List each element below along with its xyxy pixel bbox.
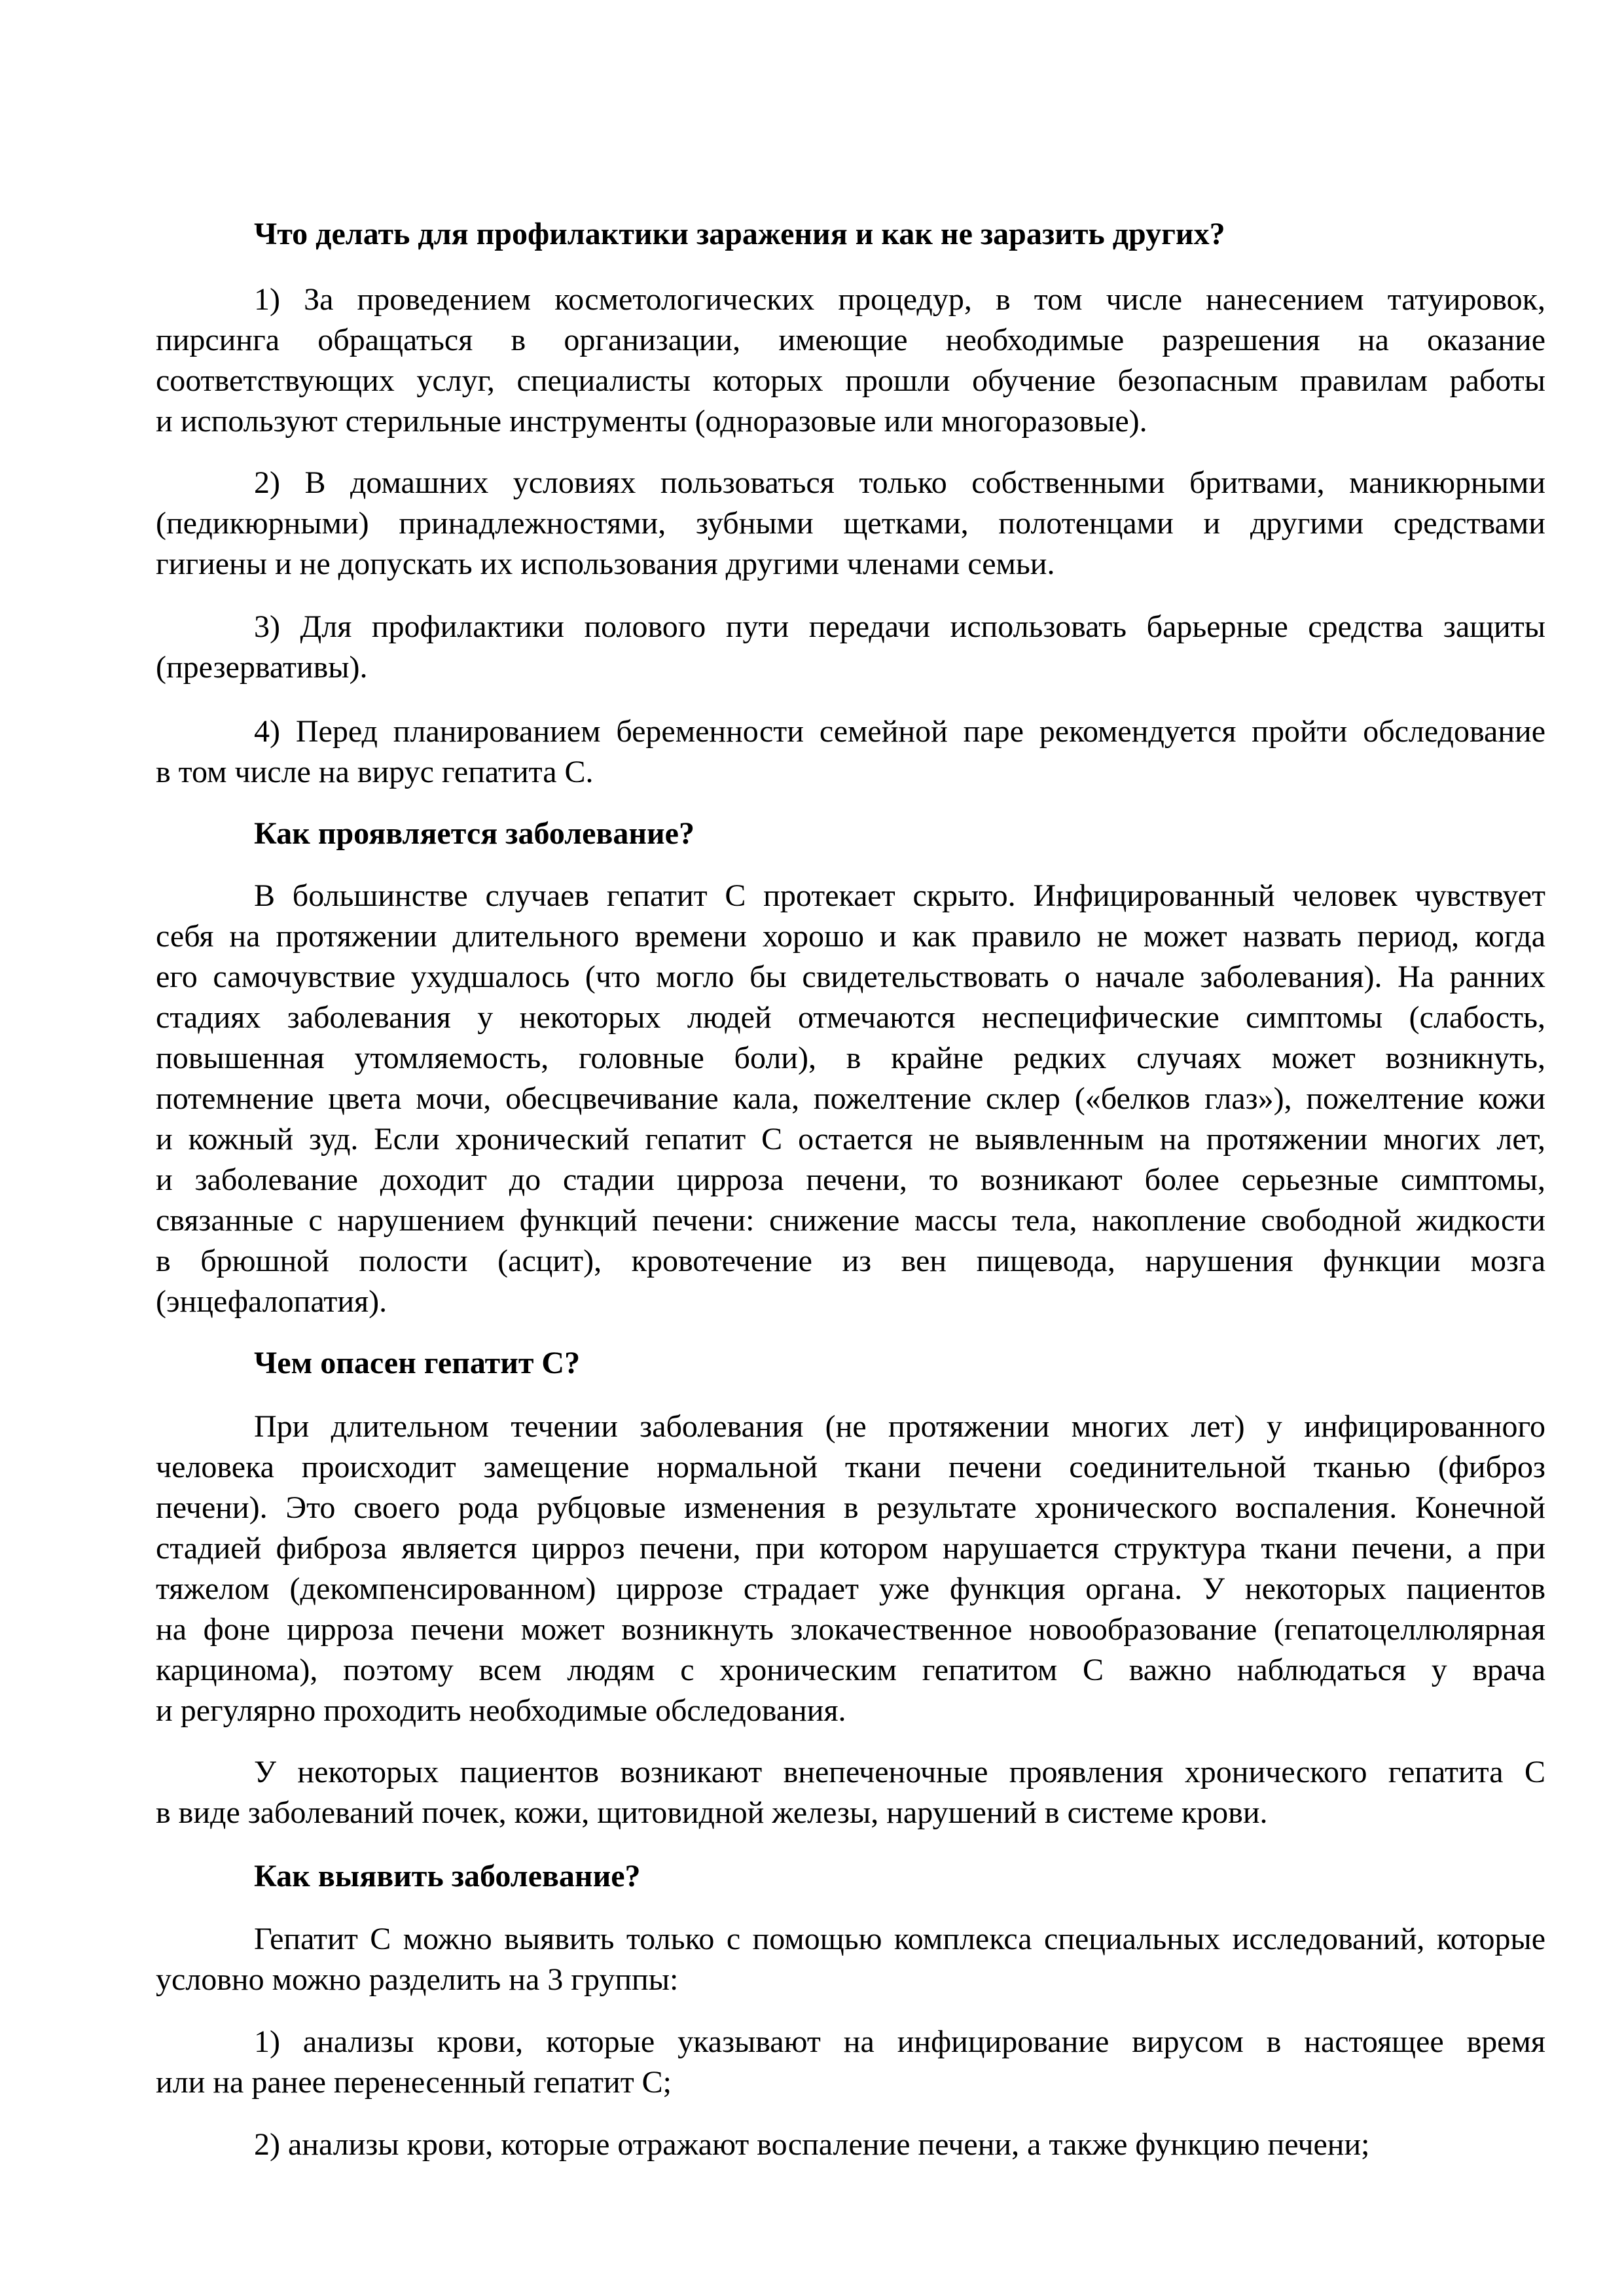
- text-line: 2) анализы крови, которые отражают воспаление печени, а также функцию печени;: [254, 2127, 1370, 2162]
- text-line: 1) За проведением косметологических процедур, в том числе нанесением татуировок,: [254, 282, 1545, 317]
- text-line: повышенная утомляемость, головные боли), в крайне редких случаях может возникнуть,: [156, 1041, 1545, 1075]
- paragraph-diagnosis-1: [156, 1919, 1545, 2000]
- text-line: пирсинга обращаться в организации, имеющие необходимые разрешения на оказание: [156, 323, 1545, 357]
- text-line: (презервативы).: [156, 650, 368, 685]
- text-line: стадиях заболевания у некоторых людей отмечаются неспецифические симптомы (слабость,: [156, 1000, 1545, 1035]
- text-line: себя на протяжении длительного времени хорошо и как правило не может назвать период, когда: [156, 919, 1545, 954]
- paragraph-prevention-1: [156, 279, 1545, 442]
- paragraph-diagnosis-3: [156, 2125, 1545, 2165]
- text-line: карцинома), поэтому всем людям с хроническим гепатитом С важно наблюдаться у врача: [156, 1653, 1545, 1687]
- text-line: 4) Перед планированием беременности семейной паре рекомендуется пройти обследование: [254, 714, 1545, 749]
- text-line: в том числе на вирус гепатита С.: [156, 755, 594, 789]
- text-line: соответствующих услуг, специалисты которых прошли обучение безопасным правилам работы: [156, 363, 1545, 398]
- paragraph-prevention-3: [156, 607, 1545, 688]
- text-line: на фоне цирроза печени может возникнуть злокачественное новообразование (гепатоцеллюлярная: [156, 1612, 1545, 1647]
- paragraph-danger-1: [156, 1407, 1545, 1731]
- text-line: В большинстве случаев гепатит С протекает скрыто. Инфицированный человек чувствует: [254, 878, 1545, 913]
- text-line: 3) Для профилактики полового пути передачи использовать барьерные средства защиты: [254, 609, 1545, 644]
- text-line: и используют стерильные инструменты (одноразовые или многоразовые).: [156, 404, 1147, 439]
- text-line: Гепатит С можно выявить только с помощью комплекса специальных исследований, которые: [254, 1922, 1545, 1956]
- text-line: гигиены и не допускать их использования другими членами семьи.: [156, 547, 1055, 581]
- paragraph-prevention-4: [156, 711, 1545, 793]
- text-line: в брюшной полости (асцит), кровотечение из вен пищевода, нарушения функции мозга: [156, 1244, 1545, 1278]
- text-line: его самочувствие ухудшалось (что могло бы свидетельствовать о начале заболевания). На ранних: [156, 960, 1545, 994]
- text-line: связанные с нарушением функций печени: снижение массы тела, накопление свободной жидкости: [156, 1203, 1545, 1238]
- text-line: потемнение цвета мочи, обесцвечивание кала, пожелтение склер («белков глаз»), пожелтение кожи: [156, 1081, 1545, 1116]
- text-line: При длительном течении заболевания (не протяжении многих лет) у инфицированного: [254, 1409, 1545, 1444]
- section-heading-symptoms: Как проявляется заболевание?: [254, 816, 695, 851]
- text-line: условно можно разделить на 3 группы:: [156, 1962, 679, 1997]
- paragraph-prevention-2: [156, 463, 1545, 584]
- text-line: У некоторых пациентов возникают внепеченочные проявления хронического гепатита С: [254, 1755, 1545, 1789]
- section-heading-danger: Чем опасен гепатит С?: [254, 1346, 581, 1380]
- text-line: в виде заболеваний почек, кожи, щитовидной железы, нарушений в системе крови.: [156, 1795, 1268, 1830]
- text-line: (педикюрными) принадлежностями, зубными щетками, полотенцами и другими средствами: [156, 506, 1545, 541]
- text-line: 1) анализы крови, которые указывают на инфицирование вирусом в настоящее время: [254, 2024, 1545, 2059]
- text-line: печени). Это своего рода рубцовые изменения в результате хронического воспаления. Конечной: [156, 1490, 1545, 1525]
- text-line: и заболевание доходит до стадии цирроза печени, то возникают более серьезные симптомы,: [156, 1162, 1545, 1197]
- text-line: человека происходит замещение нормальной ткани печени соединительной тканью (фиброз: [156, 1450, 1545, 1484]
- text-line: 2) В домашних условиях пользоваться только собственными бритвами, маникюрными: [254, 465, 1545, 500]
- text-line: тяжелом (декомпенсированном) циррозе страдает уже функция органа. У некоторых пациентов: [156, 1571, 1545, 1606]
- text-line: и регулярно проходить необходимые обследования.: [156, 1693, 846, 1728]
- paragraph-diagnosis-2: [156, 2022, 1545, 2103]
- text-line: стадией фиброза является цирроз печени, при котором нарушается структура ткани печени, а при: [156, 1531, 1545, 1566]
- section-heading-prevention: Что делать для профилактики заражения и как не заразить других?: [254, 217, 1225, 251]
- text-line: (энцефалопатия).: [156, 1284, 388, 1319]
- text-line: и кожный зуд. Если хронический гепатит С остается не выявленным на протяжении многих лет,: [156, 1122, 1545, 1157]
- paragraph-danger-2: [156, 1752, 1545, 1833]
- section-heading-diagnosis: Как выявить заболевание?: [254, 1859, 641, 1893]
- paragraph-symptoms: [156, 876, 1545, 1322]
- text-line: или на ранее перенесенный гепатит С;: [156, 2065, 672, 2100]
